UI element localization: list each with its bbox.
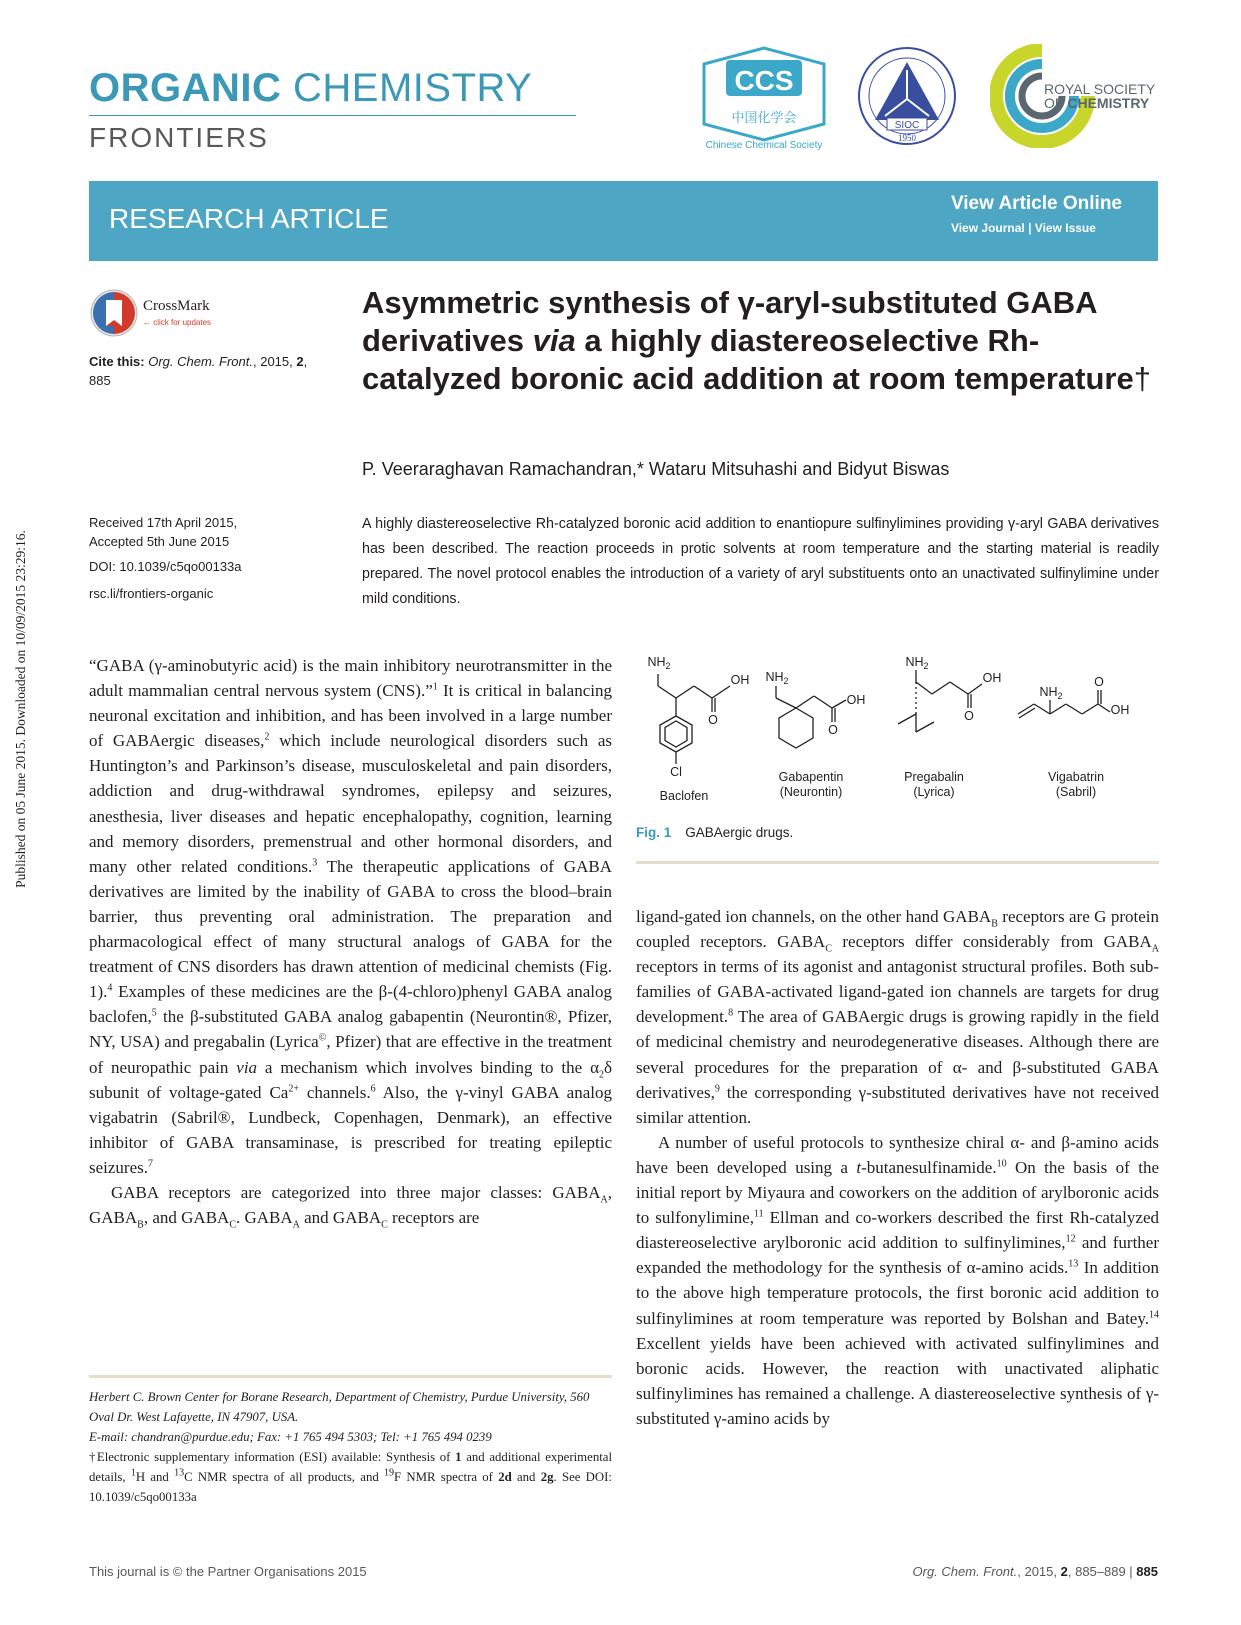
author-list: P. Veeraraghavan Ramachandran,* Wataru Mitsuhashi and Bidyut Biswas (362, 459, 950, 479)
abstract: A highly diastereoselective Rh-catalyzed boronic acid addition to enantiopure sulfinylimines providing γ-aryl GABA derivatives has been described. The reaction proceeds in protic solvents at room temperature and the starting material is readily prepared. The novel protocol enables the introduction of a variety of aryl substituents onto an unactivated sulfinylimine under mild conditions. (362, 516, 1159, 607)
body-column-left (89, 653, 612, 1230)
ref-6[interactable]: 6 (370, 1082, 376, 1094)
gabapentin-oh: OH (846, 693, 866, 707)
view-journal-link[interactable]: View Journal (950, 221, 1025, 235)
rsc-of: OF (1044, 95, 1068, 111)
ref-12[interactable]: 12 (1065, 1233, 1076, 1245)
cite-pages: 885 (89, 373, 111, 388)
crossmark-badge[interactable] (89, 288, 319, 338)
cite-journal: Org. Chem. Front. (148, 354, 253, 369)
ref-4[interactable]: 4 (107, 982, 113, 994)
banner-links (951, 193, 1122, 235)
journal-word-chemistry: CHEMISTRY (293, 66, 533, 110)
baclofen-oh: OH (730, 673, 750, 687)
cite-year: , 2015, (252, 354, 297, 369)
molecule-vigabatrin (1018, 690, 1110, 718)
cite-volume: 2 (296, 354, 304, 369)
paragraph-protocols: A number of useful protocols to synthesize chiral α- and β-amino acids have been developed using a t-butanesulfinamide.$^{10}$ On the basis of the initial report by Miyaura and coworkers on the addition of arylboronic acids to sulfonylimine,$^{11}$ Ellman and co-workers described the first Rh-catalyzed diastereoselective arylboronic acid addition to sulfinylimines,$^{12}$ and further expanded the methodology for the synthesis of α-amino acids.$^{13}$ In addition to the above high temperature protocols, the first boronic acid addition to sulfinylimines at room temperature was reported by Bolshan and Batey.$^{14}$ Excellent yields have been achieved with activated sulfinylimines and boronic acids. However, the reaction with unactivated aliphatic sulfinylimines has remained a challenge. A diastereoselective synthesis of γ-substituted γ-amino acids by (636, 1132, 1159, 1428)
paragraph-receptors: GABA receptors are categorized into three major classes: $GABA_A$, $GABA_B$, and $GABA_C$. $GABA_A$ and $GABA_C$ receptors are (89, 1182, 612, 1231)
publication-sidebar (9, 485, 33, 933)
footer-citation: Org. Chem. Front., 2015, 2, 885–889 | 885 (912, 1564, 1158, 1579)
title-part2: a highly diastereoselective Rh-catalyzed boronic acid addition at room temperature (362, 323, 1134, 396)
title-dagger[interactable]: † (1133, 361, 1151, 396)
rsc-line1: ROYAL SOCIETY (1044, 81, 1156, 97)
ref-14[interactable]: 14 (1149, 1308, 1159, 1320)
footnotes (89, 1387, 612, 1507)
paragraph-channels: ligand-gated ion channels, on the other hand $GABA_B$ receptors are G protein coupled receptors. $GABA_C$ receptors differ considerably from $GABA_A$ receptors in terms of its agonist and antagonist structural profiles. Both sub-families of GABA-activated ligand-gated ion channels are targets for drug development.$^8$ The area of GABAergic drugs is growing rapidly in the field of medicinal chemistry and neurodegenerative diseases. Although there are several procedures for the preparation of α- and β-substituted GABA derivatives,$^9$ the corresponding γ-substituted derivatives have not received similar attention. (636, 907, 1159, 1127)
ref-7[interactable]: 7 (148, 1158, 154, 1170)
ccs-chinese: 中国化学会 (731, 111, 797, 126)
received-date: Received 17th April 2015, (89, 515, 238, 530)
contact-info: E-mail: chandran@purdue.edu; Fax: +1 765 494 5303; Tel: +1 765 494 0239 (89, 1430, 492, 1444)
sioc-year: 1950 (898, 133, 916, 143)
vigabatrin-trade: (Sabril) (1055, 785, 1097, 799)
publication-note: Published on 05 June 2015. Downloaded on 10/09/2015 23:29:16. (13, 530, 28, 888)
pregabalin-nh2: $NH_2$ (905, 655, 929, 671)
ref-9[interactable]: 9 (714, 1083, 720, 1094)
paragraph-intro: “GABA (γ-aminobutyric acid) is the main inhibitory neurotransmitter in the adult mammalian central nervous system (CNS).”$^1$ It is critical in balancing neuronal excitation and inhibition, and has been involved in a large number of GABAergic diseases,$^2$ which include neurological disorders such as Huntington’s and Parkinson’s disease, musculoskeletal and pain disorders, addiction and drug-withdrawal syndromes, epilepsy and seizures, anesthesia, liver diseases and hepatic encephalopathy, cognition, learning and memory disorders, premenstrual and other hormonal disorders, and many other related conditions.$^3$ The therapeutic applications of GABA derivatives are limited by the inability of GABA to cross the blood–brain barrier, thus preventing oral administration. The preparation and pharmacological effect of many structural analogs of GABA for the treatment of CNS disorders has drawn attention of medicinal chemists (Fig. 1).$^4$ Examples of these medicines are the β-(4-chloro)phenyl GABA analog baclofen,$^5$ the β-substituted GABA analog gabapentin (Neurontin®, Pfizer, NY, USA) and pregabalin (Lyrica©, Pfizer) that are effective in the treatment of neuropathic pain via a mechanism which involves binding to the $\alpha_2\delta$ subunit of voltage-gated $Ca^{2+}$ channels.$^6$ Also, the γ-vinyl GABA analog vigabatrin (Sabril®, Lundbeck, Copenhagen, Denmark), an effective inhibitor of GABA transaminase, is prescribed for treating epileptic seizures.$^7$ (89, 656, 612, 1177)
journal-subtitle: FRONTIERS (89, 122, 269, 153)
page-number: 885 (1136, 1564, 1158, 1579)
link-separator: | (1024, 221, 1035, 235)
article-type: RESEARCH ARTICLE (109, 203, 389, 234)
title-part1: Asymmetric synthesis of γ-aryl-substituted GABA derivatives (362, 285, 1097, 358)
body-column-right (636, 904, 1159, 1431)
journal-title (89, 66, 532, 111)
ccs-name: Chinese Chemical Society (705, 140, 823, 151)
sioc-logo (855, 44, 959, 150)
figure-caption (636, 825, 793, 840)
cite-sep: , (303, 354, 308, 369)
ref-13[interactable]: 13 (1068, 1258, 1079, 1270)
crossmark-label: CrossMark (143, 298, 210, 314)
pregabalin-trade: (Lyrica) (913, 785, 955, 799)
doi: DOI: 10.1039/c5qo00133a (89, 559, 242, 574)
journal-link[interactable]: rsc.li/frontiers-organic (89, 586, 214, 601)
footer-copyright: This journal is © the Partner Organisations 2015 (89, 1564, 367, 1579)
article-dates (89, 513, 344, 603)
ref-8[interactable]: 8 (728, 1007, 734, 1019)
affiliation: Herbert C. Brown Center for Borane Research, Department of Chemistry, Purdue University, 560 Oval Dr. West Lafayette, IN 47907, USA. (89, 1390, 590, 1424)
ref-3[interactable]: 3 (312, 857, 318, 869)
cite-label: Cite this: (89, 354, 149, 369)
footnote-rule (89, 1375, 612, 1378)
pregabalin-o: O (964, 709, 974, 723)
gabapentin-nh2: $NH_2$ (765, 670, 789, 686)
vigabatrin-oh: OH (1110, 703, 1130, 717)
ref-2[interactable]: 2 (264, 731, 270, 743)
arrow-left-icon: ← (143, 318, 151, 327)
svg-text:OF CHEMISTRY (1044, 95, 1150, 111)
pregabalin-name: Pregabalin (904, 770, 964, 784)
ref-10[interactable]: 10 (996, 1158, 1007, 1170)
pregabalin-oh: OH (982, 671, 1002, 685)
article-title (362, 284, 1162, 398)
accepted-date: Accepted 5th June 2015 (89, 534, 230, 549)
crossmark-icon (89, 288, 141, 340)
journal-word-organic: ORGANIC (89, 66, 282, 110)
article-banner (89, 181, 1158, 261)
vigabatrin-o: O (1094, 675, 1104, 689)
view-issue-link[interactable]: View Issue (1034, 221, 1096, 235)
baclofen-nh2: $NH_2$ (647, 655, 671, 671)
view-article-online-link[interactable]: View Article Online (950, 193, 1122, 214)
figure-label[interactable]: Fig. 1 (636, 825, 672, 840)
rsc-chemistry: CHEMISTRY (1067, 95, 1150, 111)
molecule-gabapentin (776, 686, 846, 748)
baclofen-o: O (708, 713, 718, 727)
esi-note: †Electronic supplementary information (ESI) available: Synthesis of 1 and additional experimental details, $^1$H and $^{13}$C NMR spectra of all products, and $^{19}$F NMR spectra of 2d and 2g. See DOI: 10.1039/c5qo00133a (89, 1450, 613, 1504)
gabapentin-name: Gabapentin (778, 770, 844, 784)
vigabatrin-name: Vigabatrin (1047, 770, 1105, 784)
crossmark-sub (143, 318, 211, 327)
gabapentin-trade: (Neurontin) (779, 785, 843, 799)
crossmark-sub-text: click for updates (153, 318, 212, 327)
ccs-logo (696, 44, 832, 152)
baclofen-name: Baclofen (659, 789, 709, 803)
ref-11[interactable]: 11 (753, 1208, 764, 1220)
ccs-abbr: CCS (734, 65, 794, 96)
title-via: via (532, 323, 576, 358)
molecule-baclofen (658, 674, 730, 764)
figure-rule (636, 861, 1159, 864)
citation (89, 352, 344, 390)
baclofen-cl: Cl (670, 765, 682, 779)
journal-rule (89, 115, 576, 116)
gabapentin-o: O (828, 723, 838, 737)
figure-caption-text: GABAergic drugs. (685, 825, 794, 840)
sioc-abbr: SIOC (894, 120, 920, 131)
rsc-logo (990, 44, 1160, 148)
ref-1[interactable]: 1 (432, 681, 438, 693)
vigabatrin-nh2: $NH_2$ (1039, 685, 1063, 701)
ref-5[interactable]: 5 (151, 1007, 157, 1019)
